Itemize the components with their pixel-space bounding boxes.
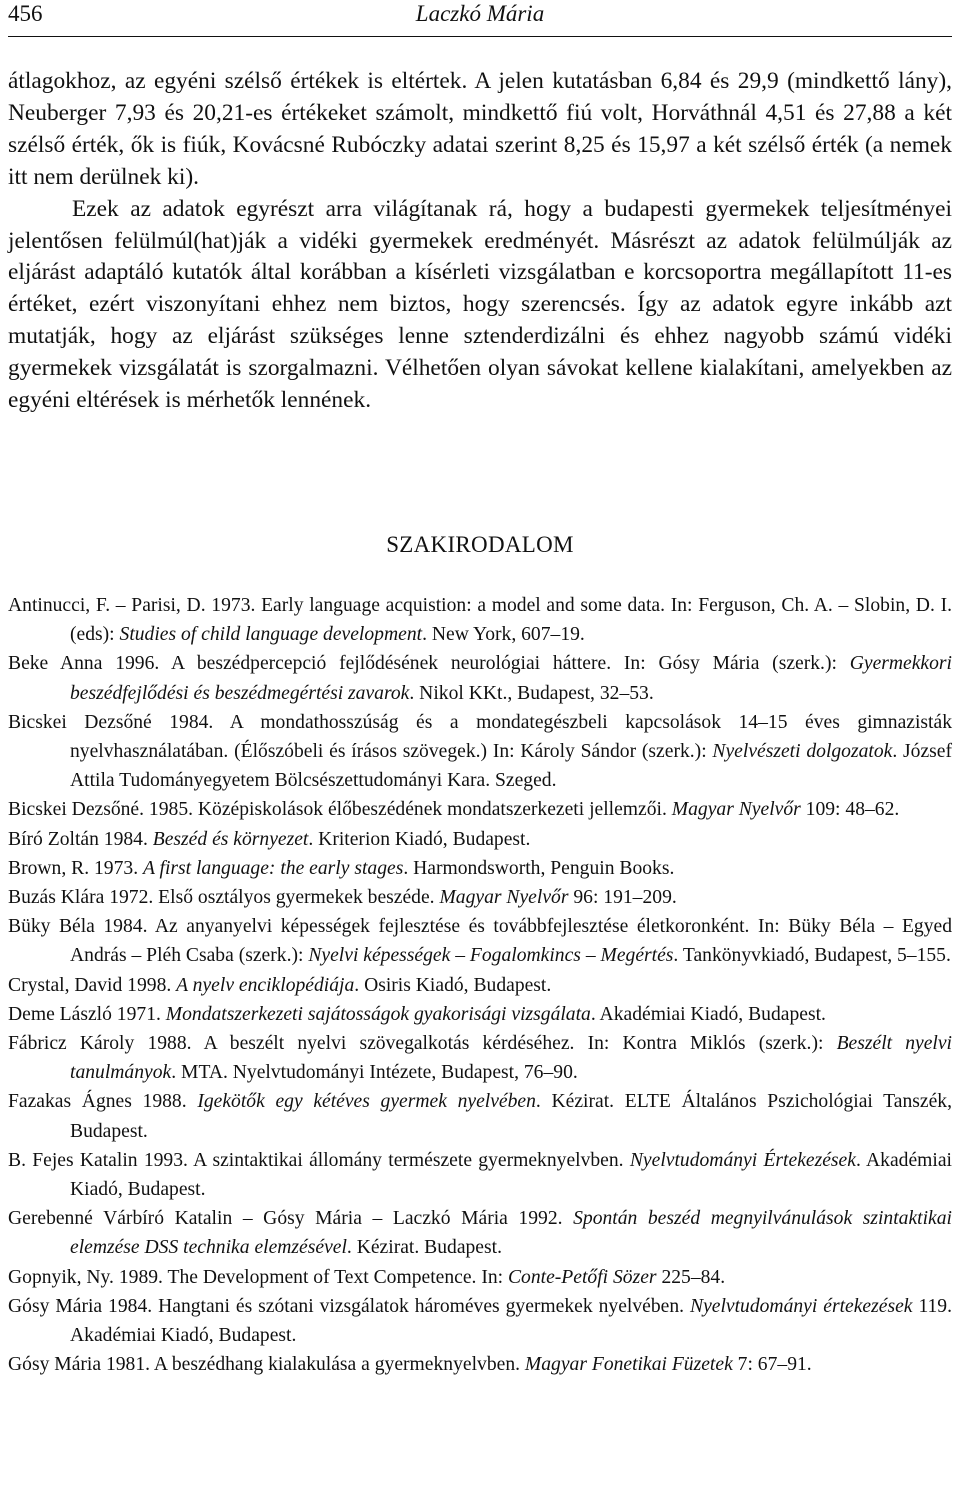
reference-item: Bicskei Dezsőné 1984. A mondathosszúság és a mondategészbeli kapcsolások 14–15 éves gimnazisták nyelvhasználatában. (Élőszóbeli és írásos szövegek.) In: Károly Sándor (szerk.): Nyelvészeti dolgozatok. József Attila Tudományegyetem Bölcsészettudományi Kara. Szeged. bbox=[8, 711, 952, 792]
reference-item: Beke Anna 1996. A beszédpercepció fejlődésének neurológiai háttere. In: Gósy Mária (szerk.): Gyermekkori beszédfejlődési és beszédmegértési zavarok. Nikol KKt., Budapest, 32–53. bbox=[8, 653, 952, 704]
reference-item: Antinucci, F. – Parisi, D. 1973. Early language acquistion: a model and some data. In: Ferguson, Ch. A. – Slobin, D. I. (eds): Studies of child language development. New York, 607–19. bbox=[8, 595, 952, 646]
running-title: Laczkó Mária bbox=[415, 1, 545, 26]
reference-item: Crystal, David 1998. A nyelv enciklopédiája. Osiris Kiadó, Budapest. bbox=[8, 974, 552, 996]
reference-item: Buzás Klára 1972. Első osztályos gyermekek beszéde. Magyar Nyelvőr 96: 191–209. bbox=[8, 887, 677, 909]
reference-item: Bicskei Dezsőné. 1985. Középiskolások élőbeszédének mondatszerkezeti jellemzői. Magyar Nyelvőr 109: 48–62. bbox=[8, 799, 900, 821]
body-text bbox=[8, 66, 952, 417]
page-header bbox=[8, 0, 952, 37]
reference-item: Gósy Mária 1984. Hangtani és szótani vizsgálatok hároméves gyermekek nyelvében. Nyelvtudományi értekezések 119. Akadémiai Kiadó, Budapest. bbox=[8, 1295, 953, 1347]
reference-list bbox=[8, 591, 952, 1379]
reference-item: Fazakas Ágnes 1988. Igekötők egy kétéves gyermek nyelvében. Kézirat. ELTE Általános Pszichológiai Tanszék, Budapest. bbox=[8, 1091, 952, 1142]
reference-item: B. Fejes Katalin 1993. A szintaktikai állomány természete gyermeknyelvben. Nyelvtudományi Értekezések. Akadémiai Kiadó, Budapest. bbox=[8, 1149, 952, 1201]
reference-item: Gopnyik, Ny. 1989. The Development of Text Competence. In: Conte-Petőfi Sözer 225–84. bbox=[8, 1266, 726, 1288]
reference-item: Gósy Mária 1981. A beszédhang kialakulása a gyermeknyelvben. Magyar Fonetikai Füzetek 7: 67–91. bbox=[8, 1354, 812, 1376]
reference-item: Brown, R. 1973. A first language: the early stages. Harmondsworth, Penguin Books. bbox=[8, 857, 675, 879]
paragraph: Ezek az adatok egyrészt arra világítanak rá, hogy a budapesti gyermekek teljesítményei jelentősen felülmúl(hat)ják a vidéki gyermekek eredményét. Másrészt az adatok felülmúlják az eljárást adaptáló kutatók által korábban a kísérleti vizsgálatban e korcsoportra megállapított 11-es értéket, ezért viszonyítani ehhez nem biztos, hogy szerencsés. Így az adatok egyre inkább azt mutatják, hogy az eljárást szükséges lenne sztenderdizálni és ehhez nagyobb számú vidéki gyermekek vizsgálatát is szorgalmazni. Vélhetően olyan sávokat kellene kialakítani, amelyekben az egyéni eltérések is mérhetők lennének. bbox=[8, 195, 952, 414]
reference-item: Deme László 1971. Mondatszerkezeti sajátosságok gyakorisági vizsgálata. Akadémiai Kiadó, Budapest. bbox=[8, 1003, 826, 1025]
page-number: 456 bbox=[8, 1, 43, 26]
reference-item: Fábricz Károly 1988. A beszélt nyelvi szövegalkotás kérdéséhez. In: Kontra Miklós (szerk.): Beszélt nyelvi tanulmányok. MTA. Nyelvtudományi Intézete, Budapest, 76–90. bbox=[8, 1033, 952, 1084]
reference-item: Bíró Zoltán 1984. Beszéd és környezet. Kriterion Kiadó, Budapest. bbox=[8, 828, 531, 850]
section-title: SZAKIRODALOM bbox=[386, 532, 574, 557]
reference-item: Gerebenné Várbíró Katalin – Gósy Mária – Laczkó Mária 1992. Spontán beszéd megnyilvánulások szintaktikai elemzése DSS technika elemzésével. Kézirat. Budapest. bbox=[8, 1208, 952, 1259]
paragraph: átlagokhoz, az egyéni szélső értékek is eltértek. A jelen kutatásban 6,84 és 29,9 (mindkettő lány), Neuberger 7,93 és 20,21-es értékeket számolt, mindkettő fiú volt, Horváthnál 4,51 és 27,88 a két szélső érték, ők is fiúk, Kovácsné Rubóczky adatai szerint 8,25 és 15,97 a két szélső érték (a nemek itt nem derülnek ki). bbox=[8, 68, 952, 190]
reference-item: Büky Béla 1984. Az anyanyelvi képességek fejlesztése és továbbfejlesztése életkoronként. In: Büky Béla – Egyed András – Pléh Csaba (szerk.): Nyelvi képességek – Fogalomkincs – Megértés. Tankönyvkiadó, Budapest, 5–155. bbox=[8, 916, 952, 967]
